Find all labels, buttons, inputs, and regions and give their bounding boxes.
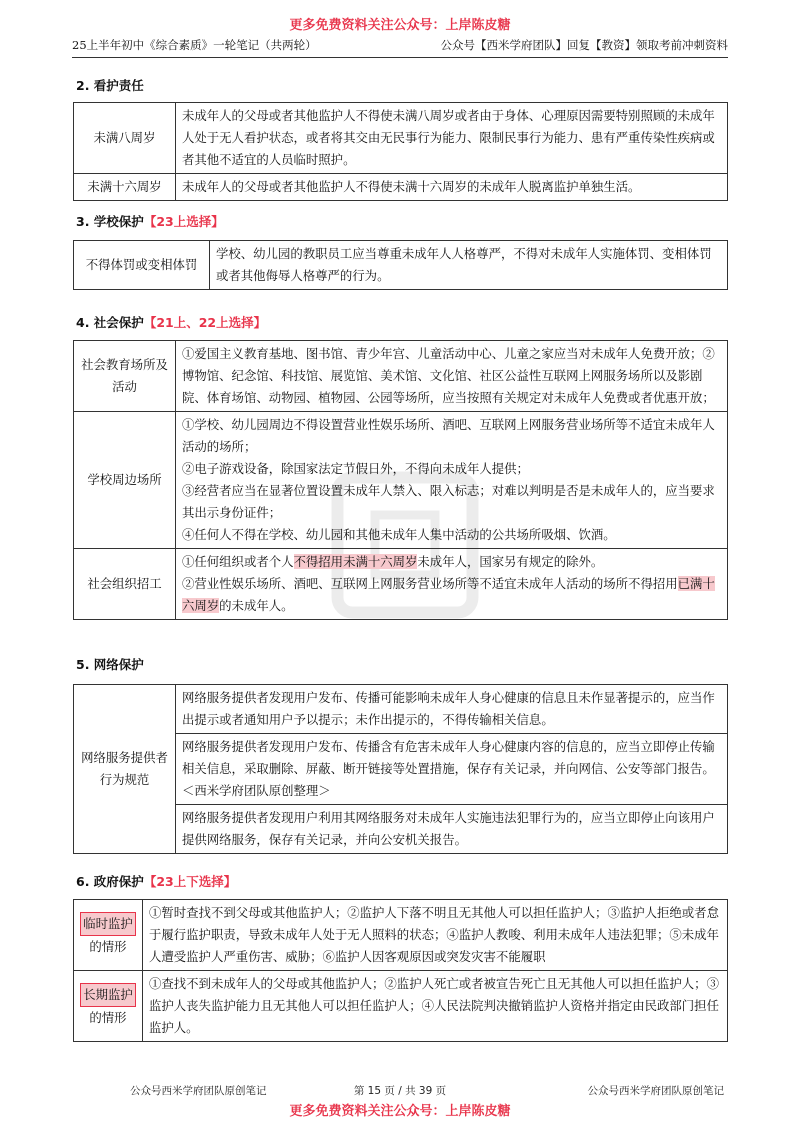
- table-row: [74, 549, 728, 620]
- table-row: [74, 971, 728, 1042]
- table-row: [74, 103, 728, 174]
- promo-banner-top: 更多免费资料关注公众号：上岸陈皮糖: [289, 18, 511, 33]
- table-government: [73, 899, 728, 1042]
- label-suffix: 的情形: [89, 939, 127, 954]
- section-title-guardianship: [76, 76, 144, 94]
- list-item: [182, 551, 721, 573]
- row-label: 社会教育场所及活动: [74, 341, 176, 412]
- list-item: ④任何人不得在学校、幼儿园和其他未成年人集中活动的公共场所吸烟、饮酒。: [182, 527, 616, 542]
- promo-banner-bottom: 更多免费资料关注公众号：上岸陈皮糖: [289, 1104, 511, 1119]
- section-title-society: [76, 313, 266, 331]
- row-content: ①查找不到未成年人的父母或其他监护人；②监护人死亡或者被宣告死亡且无其他人可以担任监护人；③监护人丧失监护能力且无其他人可以担任监护人；④人民法院判决撤销监护人资格并指定由民政部门担任监护人。: [143, 971, 728, 1042]
- page-header: [72, 37, 728, 53]
- table-row: [74, 685, 728, 734]
- row-content: 未成年人的父母或者其他监护人不得使未满八周岁或者由于身体、心理原因需要特别照顾的未成年人处于无人看护状态，或者将其交由无民事行为能力、限制民事行为能力、患有严重传染性疾病或者其他不适宜的人员临时照护。: [176, 103, 728, 174]
- row-content: [176, 412, 728, 549]
- row-label: 未满十六周岁: [74, 174, 176, 201]
- row-content: ①爱国主义教育基地、图书馆、青少年宫、儿童活动中心、儿童之家应当对未成年人免费开放；②博物馆、纪念馆、科技馆、展览馆、美术馆、文化馆、社区公益性互联网上网服务场所以及影剧院、体育场馆、动物园、植物园、公园等场所，应当按照有关规定对未成年人免费或者优惠开放；: [176, 341, 728, 412]
- row-content: ①暂时查找不到父母或其他监护人；②监护人下落不明且无其他人可以担任监护人；③监护人拒绝或者怠于履行监护职责，导致未成年人处于无人照料的状态；④监护人教唆、利用未成年人违法犯罪；⑤未成年人遭受监护人严重伤害、威胁；⑥监护人因客观原因或突发灾害不能履职: [143, 900, 728, 971]
- section-title-government: [76, 872, 236, 890]
- section-title-text: 4. 社会保护: [76, 315, 144, 330]
- section-title-network: [76, 655, 144, 673]
- row-label: [74, 900, 143, 971]
- text-span: ①任何组织或者个人: [182, 554, 294, 569]
- section-title-text: 5. 网络保护: [76, 657, 144, 672]
- row-label: 学校周边场所: [74, 412, 176, 549]
- table-school: [73, 240, 728, 290]
- section-title-text: 6. 政府保护: [76, 874, 144, 889]
- table-row: [74, 412, 728, 549]
- list-item: [182, 573, 721, 617]
- list-item: ①学校、幼儿园周边不得设置营业性娱乐场所、酒吧、互联网上网服务营业场所等不适宜未成年人活动的场所；: [182, 417, 715, 454]
- row-label: 未满八周岁: [74, 103, 176, 174]
- row-label: 社会组织招工: [74, 549, 176, 620]
- row-label: 网络服务提供者行为规范: [74, 685, 176, 854]
- highlighted-label: 临时监护: [80, 912, 136, 936]
- row-label: [74, 971, 143, 1042]
- highlighted-label: 长期监护: [80, 983, 136, 1007]
- list-item: ③经营者应当在显著位置设置未成年人禁入、限入标志；对难以判明是否是未成年人的，应当要求其出示身份证件；: [182, 483, 715, 520]
- row-content: 学校、幼儿园的教职员工应当尊重未成年人人格尊严，不得对未成年人实施体罚、变相体罚或者其他侮辱人格尊严的行为。: [210, 241, 728, 290]
- exam-tag: 【23上下选择】: [143, 874, 237, 889]
- text-span: 未成年人，国家另有规定的除外。: [417, 554, 604, 569]
- table-guardianship: [73, 102, 728, 201]
- label-suffix: 的情形: [89, 1010, 127, 1025]
- header-right: 公众号【西米学府团队】回复【教资】领取考前冲刺资料: [440, 38, 728, 52]
- header-left: 25上半年初中《综合素质》一轮笔记（共两轮）: [72, 38, 317, 52]
- table-society: [73, 340, 728, 620]
- table-row: [74, 241, 728, 290]
- text-span: 的未成年人。: [219, 598, 294, 613]
- table-network: [73, 684, 728, 854]
- list-item: ②电子游戏设备，除国家法定节假日外，不得向未成年人提供；: [182, 461, 529, 476]
- text-span: ②营业性娱乐场所、酒吧、互联网上网服务营业场所等不适宜未成年人活动的场所不得招用: [182, 576, 678, 591]
- highlighted-text: 不得招用未满十六周岁: [293, 554, 418, 569]
- row-content: 网络服务提供者发现用户发布、传播可能影响未成年人身心健康的信息且未作显著提示的，应当作出提示或者通知用户予以提示；未作出提示的，不得传输相关信息。: [176, 685, 728, 734]
- highlighted-text: 已满十六周岁: [182, 576, 715, 613]
- row-content: 网络服务提供者发现用户发布、传播含有危害未成年人身心健康内容的信息的，应当立即停止传输相关信息，采取删除、屏蔽、断开链接等处置措施，保存有关记录，并向网信、公安等部门报告。＜西米学府团队原创整理＞: [176, 734, 728, 805]
- section-title-school: [76, 212, 224, 230]
- table-row: [74, 174, 728, 201]
- section-title-text: 3. 学校保护: [76, 214, 144, 229]
- footer-left: 公众号西米学府团队原创笔记: [130, 1085, 267, 1097]
- row-content: 未成年人的父母或者其他监护人不得使未满十六周岁的未成年人脱离监护单独生活。: [176, 174, 728, 201]
- table-row: [74, 900, 728, 971]
- exam-tag: 【23上选择】: [143, 214, 224, 229]
- row-label: 不得体罚或变相体罚: [74, 241, 210, 290]
- footer-right: 公众号西米学府团队原创笔记: [587, 1085, 724, 1097]
- table-row: [74, 341, 728, 412]
- exam-tag: 【21上、22上选择】: [143, 315, 267, 330]
- page-number: 第 15 页 / 共 39 页: [353, 1085, 447, 1097]
- row-content: 网络服务提供者发现用户利用其网络服务对未成年人实施违法犯罪行为的，应当立即停止向该用户提供网络服务，保存有关记录，并向公安机关报告。: [176, 805, 728, 854]
- section-title-text: 2. 看护责任: [76, 78, 144, 93]
- header-divider: [72, 57, 728, 58]
- row-content: [176, 549, 728, 620]
